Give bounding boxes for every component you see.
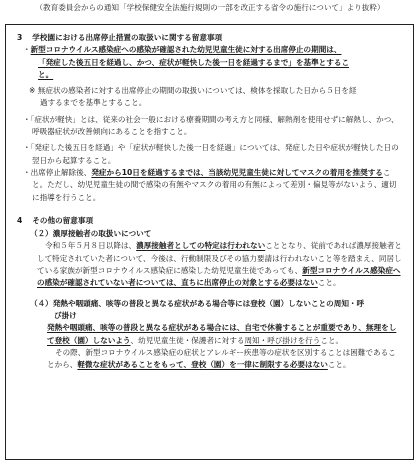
section-3-bullet-1: ・新型コロナウイルス感染症への感染が確認された幼児児童生徒に対する出席停止の期間は、 bbox=[23, 45, 342, 55]
section-4-title: その他の留意事項 bbox=[32, 215, 94, 225]
section-3-heading bbox=[17, 32, 403, 44]
section-4-heading bbox=[17, 215, 403, 227]
section-3-bullet-3: ・「発症した後五日を経過」や「症状が軽快した後一日を経過」については、発症した日や症状が軽快した日の翌日から起算すること。 bbox=[23, 143, 399, 165]
subsection-2-body: 令和５年５月８日以降は、濃厚接触者としての特定は行われないこととなり、従前であれば濃厚接触者として特定されていた者について、今後は、行動制限及びその協力要請は行われないこと等を踏まえ、同居している家族が新型コロナウイルス感染症に感染した幼児児童生徒であっても、新型コロナウイルス感染症への感染が確認されていない者については、直ちに出席停止の対象とする必要はないこと。 bbox=[37, 241, 402, 288]
section-3-bullet-1-cont: 「発症した後五日を経過し、かつ、症状が軽快した後一日を経過するまで」を基準とするこ と。 bbox=[38, 57, 350, 79]
section-3-bullet-2: ・「症状が軽快」とは、従来の社会一般における療養期間の考え方と同様、解熱剤を使用せずに解熱し、かつ、呼吸器症状が改善傾向にあることを指すこと。 bbox=[23, 114, 399, 137]
subsection-2-heading: （２）濃厚接触者の取扱いについて bbox=[30, 229, 152, 239]
section-4-number: 4 bbox=[17, 215, 23, 225]
section-3-bullet-4: ・出席停止解除後、発症から10日を経過するまでは、当該幼児児童生徒に対してマスクの着用を推奨すること。ただし、幼児児童生徒の間で感染の有無やマスクの着用の有無によって差別・偏見等がないよう、適切に指導を行うこと。 bbox=[23, 167, 397, 202]
subsection-4-body-1: 発熱や咽頭痛、咳等の普段と異なる症状がある場合には、自宅で休養することが重要であり、無理をして登校（園）しないよう、幼児児童生徒・保護者に対する周知・呼び掛けを行うこと。 bbox=[47, 323, 397, 345]
notice-box bbox=[5, 24, 414, 460]
subsection-4-heading: （４）発熱や咽頭痛、咳等の普段と異なる症状がある場合等には登校（園）しないことの周知・呼 び掛け bbox=[30, 298, 365, 320]
section-3-title: 学校園における出席停止措置の取扱いに関する留意事項 bbox=[32, 33, 223, 42]
section-3-note: ※ 無症状の感染者に対する出席停止の期間の取扱いについては、検体を採取した日から５日を経 過するまでを基準とすること。 bbox=[29, 86, 357, 108]
section-3-number: 3 bbox=[17, 33, 23, 42]
subsection-4-body-2: その際、新型コロナウイルス感染症の症状とアレルギー疾患等の症状を区別することは困難であることから、軽微な症状があることをもって、登校（園）を一律に制限する必要はないこと。 bbox=[47, 347, 396, 370]
document-caption: （教育委員会からの通知「学校保健安全法施行規則の一部を改正する省令の施行について」より抜粋） bbox=[35, 3, 385, 12]
